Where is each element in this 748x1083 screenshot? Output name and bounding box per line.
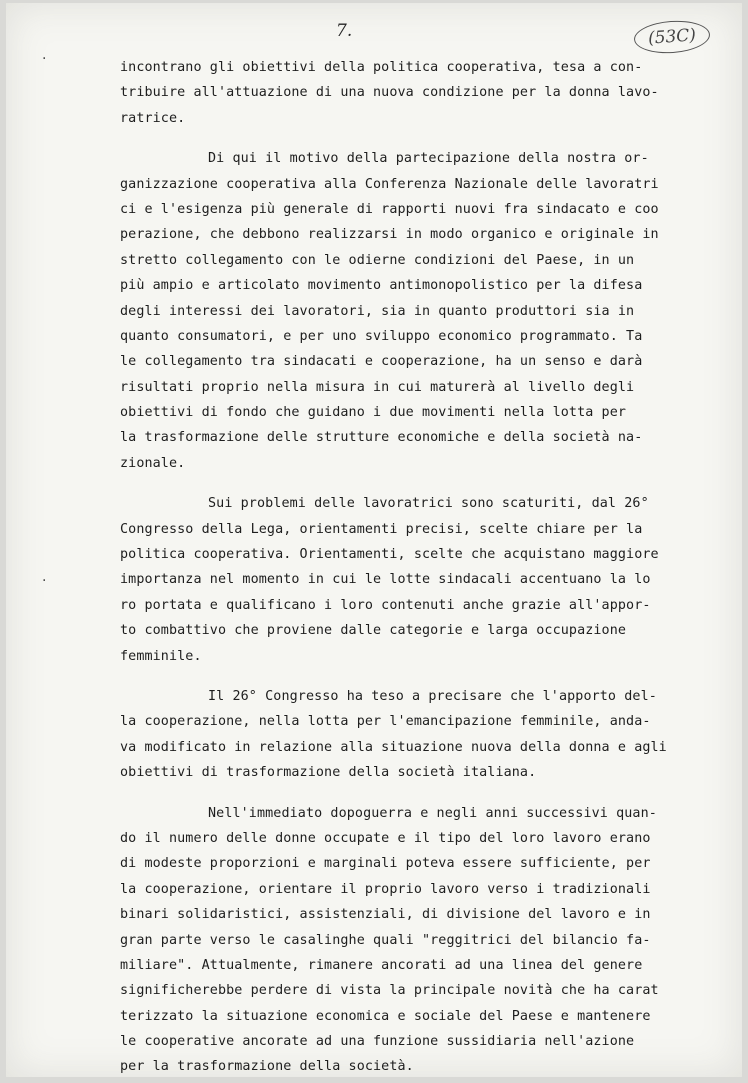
text-line: ci e l'esigenza più generale di rapporti nuovi fra sindacato e coo bbox=[120, 201, 659, 217]
text-line: quanto consumatori, e per uno sviluppo economico programmato. Ta bbox=[120, 328, 643, 344]
text-line: incontrano gli obiettivi della politica cooperativa, tesa a con- bbox=[120, 60, 643, 75]
text-line: per la trasformazione della società. bbox=[120, 1059, 414, 1075]
text-line: degli interessi dei lavoratori, sia in quanto produttori sia in bbox=[120, 303, 635, 319]
text-line: Sui problemi delle lavoratrici sono scaturiti, dal 26° bbox=[208, 496, 649, 512]
text-line: obiettivi di trasformazione della società italiana. bbox=[120, 765, 537, 781]
text-line: do il numero delle donne occupate e il tipo del loro lavoro erano bbox=[120, 830, 651, 846]
text-line: Nell'immediato dopoguerra e negli anni successivi quan- bbox=[208, 805, 657, 821]
margin-dot-icon: · bbox=[42, 573, 47, 589]
text-line: stretto collegamento con le odierne condizioni del Paese, in un bbox=[120, 252, 635, 268]
text-line: importanza nel momento in cui le lotte sindacali accentuano la lo bbox=[120, 572, 651, 588]
page-number: 7. bbox=[336, 21, 353, 41]
margin-dot-icon: · bbox=[42, 51, 47, 67]
text-line: binari solidaristici, assistenziali, di divisione del lavoro e in bbox=[120, 907, 651, 923]
text-line: tribuire all'attuazione di una nuova condizione per la donna lavo- bbox=[120, 85, 659, 101]
text-line: significherebbe perdere di vista la principale novità che ha carat bbox=[120, 983, 659, 999]
handwritten-annotation: (53C) bbox=[633, 18, 711, 55]
text-line: di modeste proporzioni e marginali poteva essere sufficiente, per bbox=[120, 856, 651, 872]
text-line: zionale. bbox=[120, 455, 186, 471]
text-line: le cooperative ancorate ad una funzione sussidiaria nell'azione bbox=[120, 1034, 635, 1050]
text-line: gran parte verso le casalinghe quali "reggitrici del bilancio fa- bbox=[120, 932, 651, 948]
text-line: risultati proprio nella misura in cui maturerà al livello degli bbox=[120, 379, 635, 395]
typewritten-text bbox=[120, 55, 720, 1077]
text-line: Il 26° Congresso ha teso a precisare che l'apporto del- bbox=[208, 688, 657, 704]
text-line: va modificato in relazione alla situazione nuova della donna e agli bbox=[120, 739, 667, 755]
paragraph bbox=[120, 55, 720, 131]
text-line: terizzato la situazione economica e sociale del Paese e mantenere bbox=[120, 1008, 651, 1024]
text-line: la cooperazione, nella lotta per l'emancipazione femminile, anda- bbox=[120, 714, 651, 730]
text-line: politica cooperativa. Orientamenti, scelte che acquistano maggiore bbox=[120, 547, 659, 563]
text-line: femminile. bbox=[120, 648, 202, 664]
text-line: ro portata e qualificano i loro contenuti anche grazie all'appor- bbox=[120, 597, 651, 613]
text-line: le collegamento tra sindacati e cooperazione, ha un senso e darà bbox=[120, 354, 643, 370]
text-line: la trasformazione delle strutture economiche e della società na- bbox=[120, 430, 643, 446]
paragraph bbox=[120, 801, 720, 1077]
paragraph bbox=[120, 146, 720, 476]
text-line: miliare". Attualmente, rimanere ancorati ad una linea del genere bbox=[120, 957, 643, 973]
text-line: Di qui il motivo della partecipazione della nostra or- bbox=[208, 151, 649, 167]
text-line: perazione, che debbono realizzarsi in modo organico e originale in bbox=[120, 227, 659, 243]
text-line: Congresso della Lega, orientamenti precisi, scelte chiare per la bbox=[120, 521, 643, 537]
paragraph bbox=[120, 491, 720, 669]
paragraph bbox=[120, 684, 720, 786]
text-line: to combattivo che proviene dalle categorie e larga occupazione bbox=[120, 623, 627, 639]
document-page bbox=[6, 3, 742, 1077]
text-line: ganizzazione cooperativa alla Conferenza Nazionale delle lavoratri bbox=[120, 176, 659, 192]
text-line: obiettivi di fondo che guidano i due movimenti nella lotta per bbox=[120, 405, 627, 421]
text-line: più ampio e articolato movimento antimonopolistico per la difesa bbox=[120, 278, 643, 294]
text-line: ratrice. bbox=[120, 110, 186, 126]
text-line: la cooperazione, orientare il proprio lavoro verso i tradizionali bbox=[120, 881, 651, 897]
